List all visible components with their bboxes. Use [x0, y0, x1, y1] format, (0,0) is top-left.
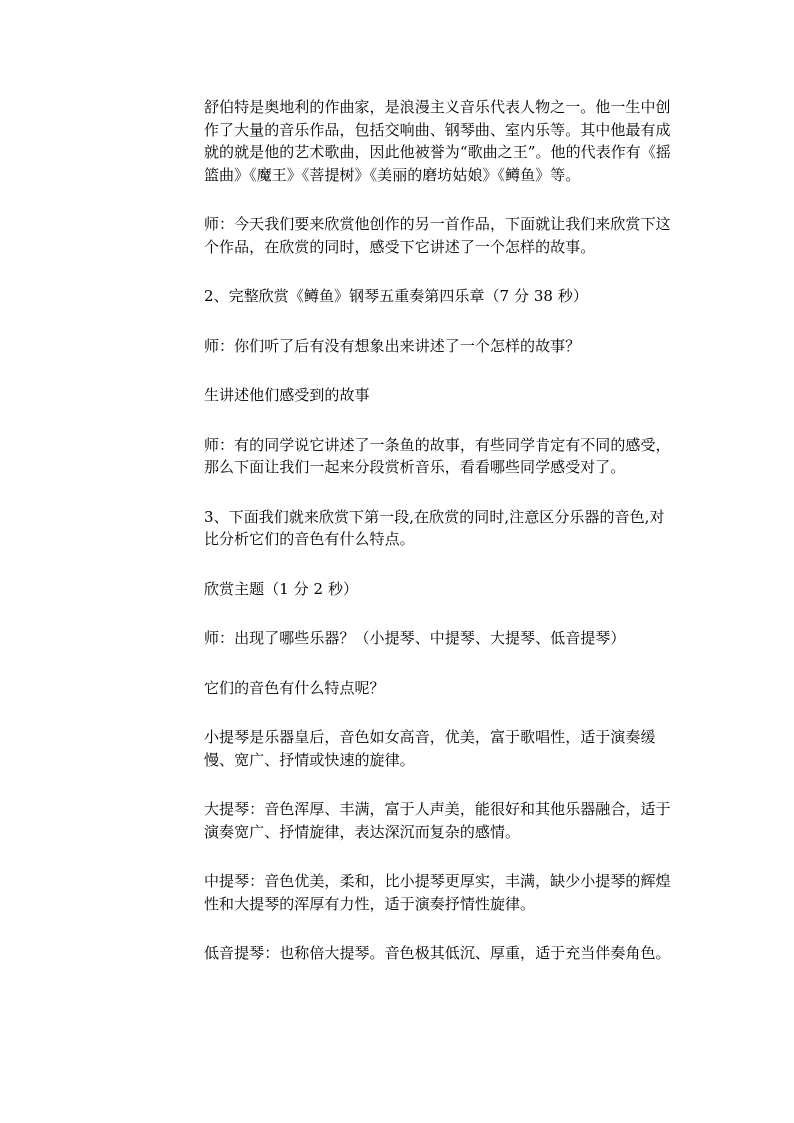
paragraph-double-bass: 低音提琴：也称倍大提琴。音色极其低沉、厚重，适于充当伴奏角色。: [204, 944, 671, 962]
paragraph-violin: 小提琴是乐器皇后，音色如女高音，优美，富于歌唱性，适于演奏缓慢、宽广、抒情或快速的旋律。: [204, 728, 656, 769]
paragraph-teacher-question: 师：你们听了后有没有想象出来讲述了一个怎样的故事？: [204, 336, 581, 355]
paragraph-schubert-intro: 舒伯特是奥地利的作曲家，是浪漫主义音乐代表人物之一。他一生中创作了大量的音乐作品，包括交响曲、钢琴曲、室内乐等。其中他最有成就的就是他的艺术歌曲，因此他被誉为“歌曲之王”。他的代表作有《摇篮曲》《魔王》《菩提树》《美丽的磨坊姑娘》《鳟鱼》等。: [204, 98, 671, 184]
paragraph-teacher-segment: 师：有的同学说它讲述了一条鱼的故事，有些同学肯定有不同的感受，那么下面让我们一起来分段赏析音乐，看看哪些同学感受对了。: [204, 435, 671, 476]
paragraph-student-response: 生讲述他们感受到的故事: [204, 386, 370, 404]
paragraph-cello: 大提琴：音色浑厚、丰满，富于人声美，能很好和其他乐器融合，适于演奏宽广、抒情旋律，表达深沉而复杂的感情。: [204, 800, 671, 841]
paragraph-step-3: 3、下面我们就来欣赏下第一段,在欣赏的同时,注意区分乐器的音色,对比分析它们的音色有什么特点。: [204, 507, 665, 548]
paragraph-teacher-intro: 师：今天我们要来欣赏他创作的另一首作品，下面就让我们来欣赏下这个作品，在欣赏的同时，感受下它讲述了一个怎样的故事。: [204, 215, 671, 256]
paragraph-timbre-question: 它们的音色有什么特点呢？: [204, 678, 385, 697]
paragraph-step-2: 2、完整欣赏《鳟鱼》钢琴五重奏第四乐章（7 分 38 秒）: [204, 287, 588, 305]
paragraph-instruments-question: 师：出现了哪些乐器？（小提琴、中提琴、大提琴、低音提琴）: [204, 629, 626, 647]
paragraph-theme: 欣赏主题（1 分 2 秒）: [204, 579, 359, 598]
document-page: [204, 96, 678, 965]
paragraph-viola: 中提琴：音色优美，柔和，比小提琴更厚实，丰满，缺少小提琴的辉煌性和大提琴的浑厚有力性，适于演奏抒情性旋律。: [204, 872, 671, 913]
